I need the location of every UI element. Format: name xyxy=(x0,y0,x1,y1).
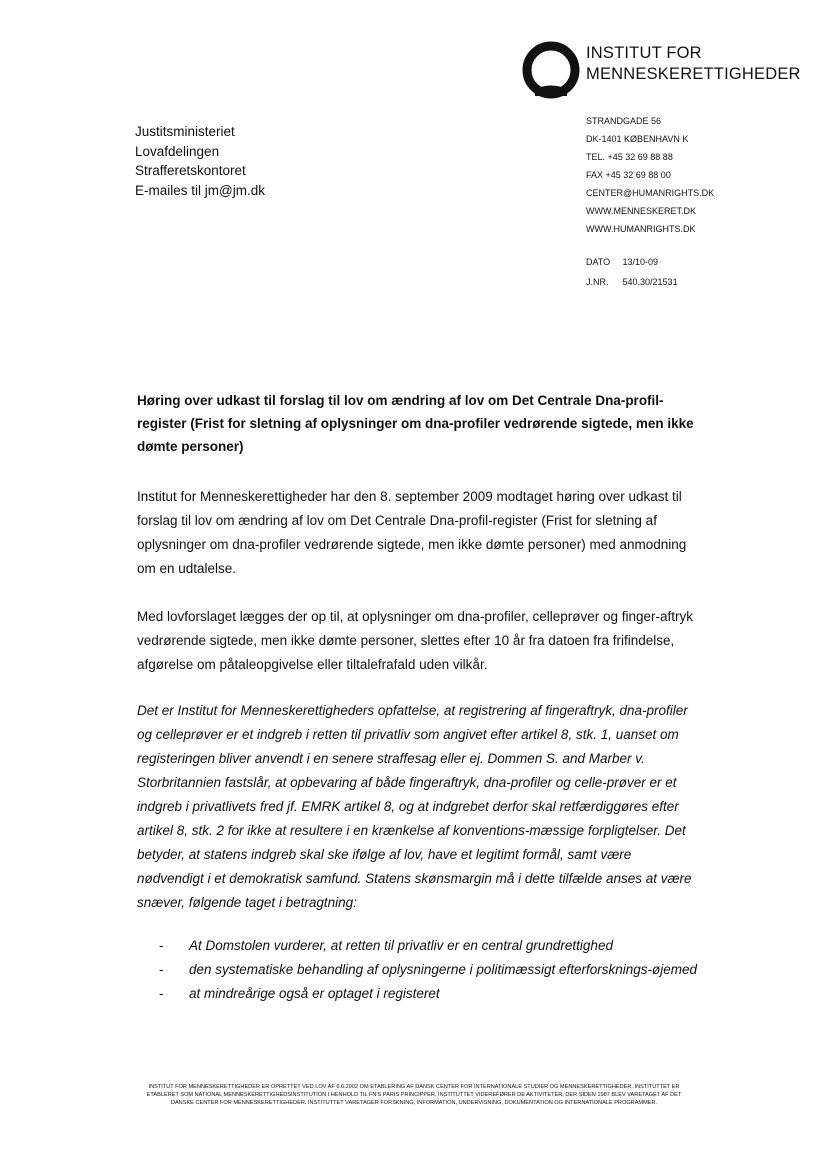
date-row xyxy=(586,252,678,272)
body-paragraph: Institut for Menneskerettigheder har den 8. september 2009 modtaget høring over udkast til forslag til lov om ændring af lov om Det Centrale Dna-profil-register (Frist for sletning af oplysninger om dna-profiler vedrørende sigtede, men ikke dømte personer) med anmodning om en udtalelse. xyxy=(137,489,687,576)
recipient-address xyxy=(135,122,265,200)
list-item xyxy=(137,958,697,982)
list-item-text: At Domstolen vurderer, at retten til privatliv er en central grundrettighed xyxy=(189,938,613,953)
recipient-line: Justitsministeriet xyxy=(135,124,235,139)
recipient-email: E-mailes til jm@jm.dk xyxy=(135,182,265,198)
list-item xyxy=(137,934,697,958)
bullet-marker: - xyxy=(159,962,164,977)
list-item xyxy=(137,982,697,1006)
bullet-marker: - xyxy=(159,986,164,1001)
contact-email: CENTER@HUMANRIGHTS.DK xyxy=(586,188,715,198)
body-paragraph-italic: Det er Institut for Menneskerettigheders opfattelse, at registrering af fingeraftryk, dna-profiler og celleprøver er et indgreb i retten til privatliv som angivet efter artikel 8, stk. 1, uanset om registeringen bliver anvendt i en senere straffesag eller ej. Dommen S. and Marber v. Storbritannien fastslår, at opbevaring af både fingeraftryk, dna-profiler og celle-prøver er et indgreb i privatlivets fred jf. EMRK artikel 8, og at indgrebet derfor skal retfærdiggøres efter artikel 8, stk. 2 for ikke at resultere i en krænkelse af konventions-mæssige forpligtelser. Det betyder, at statens indgreb skal ske ifølge af lov, have et legitimt formål, samt være nødvendigt i et demokratisk samfund. Statens skønsmargin må i dette tilfælde anses at være snæver, følgende taget i betragtning: xyxy=(137,703,692,910)
considerations-list xyxy=(137,934,697,1006)
list-item-text: at mindreårige også er optaget i registeret xyxy=(189,986,440,1001)
letterhead-footer: INSTITUT FOR MENNESKERETTIGHEDER ER OPRETTET VED LOV AF 6.6.2002 OM ETABLERING AF DANSK CENTER FOR INTERNATIONALE STUDIER OG MENNESKERETTIGHEDER. INSTITUTTET ER ETABLERET SOM NATIONAL MENNESKERETTIGHEDSINSTITUTION I HENHOLD TIL FN'S PARIS PRINCIPPER. INSTITUTTET VIDEREFØRER DE AKTIVITETER, DER SIDEN 1987 BLEV VARETAGET AF DET DANSKE CENTER FOR MENNESKERETTIGHEDER. INSTITUTTET VARETAGER FORSKNING, INFORMATION, UNDERVISNING, DOKUMENTATION OG INTERNATIONALE PROGRAMMER. xyxy=(146,1084,682,1107)
journal-row xyxy=(586,272,678,292)
contact-phone: TEL. +45 32 69 88 88 xyxy=(586,152,673,162)
journal-label: J.NR. xyxy=(586,277,609,287)
contact-website: WWW.MENNESKERET.DK xyxy=(586,206,697,216)
recipient-line: Strafferetskontoret xyxy=(135,163,246,178)
contact-street: STRANDGADE 56 xyxy=(586,116,662,126)
letter-meta xyxy=(586,252,678,292)
ring-logo-icon xyxy=(521,40,581,100)
date-label: DATO xyxy=(586,257,611,267)
recipient-line: Lovafdelingen xyxy=(135,143,220,159)
bullet-marker: - xyxy=(159,938,164,953)
sender-contact-block xyxy=(586,112,714,238)
contact-fax: FAX +45 32 69 88 00 xyxy=(586,170,671,180)
journal-value: 540.30/21531 xyxy=(622,277,678,287)
body-paragraph: Med lovforslaget lægges der op til, at oplysninger om dna-profiler, celleprøver og finger-aftryk vedrørende sigtede, men ikke dømte personer, slettes efter 10 år fra datoen fra frifindelse, afgørelse om påtaleopgivelse eller tiltalefrafald uden vilkår. xyxy=(137,609,694,672)
letter-subject: Høring over udkast til forslag til lov om ændring af lov om Det Centrale Dna-profil-register (Frist for sletning af oplysninger om dna-profiler vedrørende sigtede, men ikke dømte personer) xyxy=(137,393,694,454)
org-name-line2: MENNESKERETTIGHEDER xyxy=(586,65,801,83)
date-value: 13/10-09 xyxy=(622,257,659,267)
contact-website: WWW.HUMANRIGHTS.DK xyxy=(586,224,696,234)
list-item-text: den systematiske behandling af oplysningerne i politimæssigt efterforsknings-øjemed xyxy=(189,962,698,977)
contact-city: DK-1401 KØBENHAVN K xyxy=(586,134,689,144)
org-name-line1: INSTITUT FOR xyxy=(586,44,702,62)
